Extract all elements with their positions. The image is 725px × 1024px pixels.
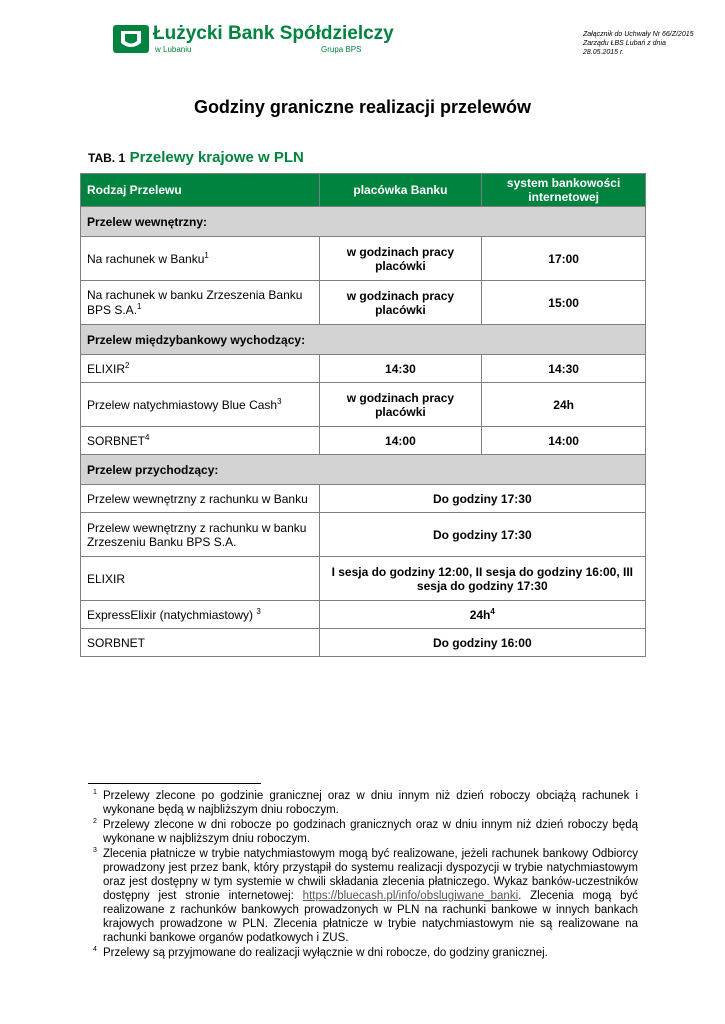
table-row [81, 629, 646, 657]
row-label: Przelew wewnętrzny z rachunku w Banku [81, 485, 320, 513]
footnotes [88, 789, 638, 961]
table-row [81, 427, 646, 455]
row-label: ELIXIR [81, 557, 320, 601]
footnote: 2 Przelewy zlecone w dni robocze po godzinach granicznych oraz w dniu innym niż dzień roboczy będą wykonane w najbliższym dniu roboczym. [93, 818, 638, 845]
page-title: Godziny graniczne realizacji przelewów [193, 97, 532, 117]
footnote-separator [88, 783, 261, 784]
header-online-banking: system bankowości internetowej [482, 174, 646, 207]
table-name: Przelewy krajowe w PLN [129, 149, 304, 166]
row-branch-time: w godzinach pracy placówki [319, 383, 482, 427]
row-time: $24h^4$ [319, 601, 645, 629]
bank-location: w Lubaniu [155, 45, 192, 54]
bank-name: Łużycki Bank Spółdzielczy [153, 23, 394, 44]
table-row [81, 513, 646, 557]
row-branch-time: 14:30 [319, 355, 482, 383]
row-branch-time: 14:00 [319, 427, 482, 455]
footnote: 1 Przelewy zlecone po godzinie granicznej oraz w dniu innym niż dzień roboczy obciążą rachunek i wykonane będą w najbliższym dniu roboczym. [93, 789, 638, 816]
header-branch: placówka Banku [319, 174, 482, 207]
bluecash-link[interactable]: https://bluecash.pl/info/obslugiwane_banki [302, 890, 519, 902]
table-number: TAB. 1 [88, 151, 126, 165]
section-row [81, 455, 646, 485]
table-row [81, 557, 646, 601]
cutoff-times-table [80, 173, 646, 657]
table-label [88, 149, 304, 167]
table-row [81, 383, 646, 427]
section-row [81, 325, 646, 355]
row-online-time: 14:30 [482, 355, 646, 383]
row-time: Do godziny 16:00 [319, 629, 645, 657]
section-internal: Przelew wewnętrzny: [81, 207, 646, 237]
row-label: Na rachunek w banku Zrzeszenia Banku BPS S.A.$^1$ [81, 281, 320, 325]
footnote: 3 Zlecenia płatnicze w trybie natychmiastowym mogą być realizowane, jeżeli rachunek bankowy Odbiorcy prowadzony jest przez bank, który przystąpił do systemu realizacji dyspozycji w trybie natychmiastowym oraz jest dostępny w tym systemie w chwili składania zlecenia płatniczego. Wykaz banków-uczestników dostępny jest stronie internetowej: https://bluecash.pl/info/obslugiwane_banki. Zlecenia mogą być realizowane z rachunków bankowych prowadzonych w PLN na rachunki bankowe w innych bankach krajowych prowadzone w PLN. Zlecenia płatnicze w trybie natychmiastowym nie są realizowane na rachunki bankowe organów podatkowych i ZUS. [93, 847, 638, 944]
header-transfer-type: Rodzaj Przelewu [81, 174, 320, 207]
row-label: SORBNET$^4$ [81, 427, 320, 455]
table-row [81, 355, 646, 383]
row-label: ELIXIR$^2$ [81, 355, 320, 383]
attachment-note [583, 30, 694, 57]
section-outgoing: Przelew międzybankowy wychodzący: [81, 325, 646, 355]
section-incoming: Przelew przychodzący: [81, 455, 646, 485]
row-time: Do godziny 17:30 [319, 485, 645, 513]
table-row [81, 237, 646, 281]
row-time: I sesja do godziny 12:00, II sesja do godziny 16:00, III sesja do godziny 17:30 [319, 557, 645, 601]
bank-logo [113, 23, 394, 55]
row-label: Przelew wewnętrzny z rachunku w banku Zrzeszeniu Banku BPS S.A. [81, 513, 320, 557]
row-online-time: 15:00 [482, 281, 646, 325]
row-label: Przelew natychmiastowy Blue Cash$^3$ [81, 383, 320, 427]
table-header-row [81, 174, 646, 207]
row-branch-time: w godzinach pracy placówki [319, 281, 482, 325]
table-row [81, 281, 646, 325]
attachment-line: 28.05.2015 r. [583, 49, 624, 56]
attachment-line: Zarządu ŁBS Lubań z dnia [583, 40, 666, 47]
footnote: 4 Przelewy są przyjmowane do realizacji wyłącznie w dni robocze, do godziny granicznej. [93, 946, 548, 959]
row-online-time: 17:00 [482, 237, 646, 281]
table-row [81, 601, 646, 629]
row-label: ExpressElixir (natychmiastowy) $^3$ [81, 601, 320, 629]
bank-logo-icon [113, 25, 149, 53]
row-time: Do godziny 17:30 [319, 513, 645, 557]
bank-group: Grupa BPS [321, 45, 362, 54]
row-online-time: 24h [482, 383, 646, 427]
row-label: SORBNET [81, 629, 320, 657]
row-online-time: 14:00 [482, 427, 646, 455]
attachment-line: Załącznik do Uchwały Nr 66/Z/2015 [583, 31, 694, 38]
section-row [81, 207, 646, 237]
row-label: Na rachunek w Banku$^1$ [81, 237, 320, 281]
row-branch-time: w godzinach pracy placówki [319, 237, 482, 281]
table-row [81, 485, 646, 513]
